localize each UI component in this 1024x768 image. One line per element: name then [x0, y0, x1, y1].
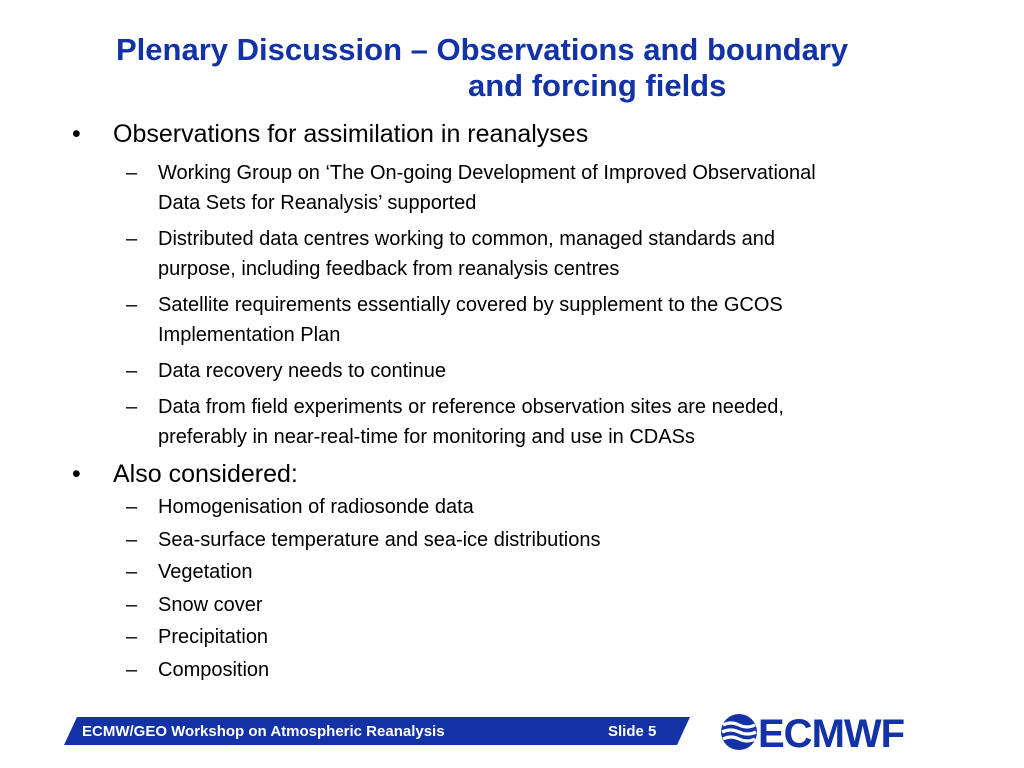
bullet-group-observations — [68, 118, 1008, 452]
sub-bullet-list — [68, 492, 1008, 685]
dash-marker: – — [126, 561, 138, 583]
sub-bullet-item — [68, 492, 1008, 523]
bullet-text: Also considered: — [113, 460, 298, 488]
sub-bullet-item — [68, 290, 1008, 350]
dash-marker: – — [126, 496, 138, 518]
dash-marker: – — [126, 162, 138, 184]
bullet-marker: • — [72, 120, 81, 148]
sub-bullet-item — [68, 622, 1008, 653]
bullet-marker: • — [72, 460, 81, 488]
slide-title-line-1: Plenary Discussion – Observations and boundary — [116, 32, 849, 67]
sub-bullet-item — [68, 655, 1008, 686]
sub-bullet-line: Precipitation — [158, 626, 269, 648]
sub-bullet-line: preferably in near-real-time for monitoring and use in CDASs — [158, 426, 695, 448]
sub-bullet-line: Working Group on ‘The On-going Development of Improved Observational — [158, 162, 816, 184]
slide-body — [68, 118, 1008, 685]
sub-bullet-line: Data recovery needs to continue — [158, 360, 446, 382]
dash-marker: – — [126, 528, 138, 551]
sub-bullet-item — [68, 525, 1008, 556]
sub-bullet-item — [68, 224, 1008, 284]
bullet-group-also-considered — [68, 458, 1008, 685]
sub-bullet-line: Snow cover — [158, 593, 263, 616]
sub-bullet-list — [68, 158, 1008, 452]
footer-title: ECMW/GEO Workshop on Atmospheric Reanalysis — [82, 723, 445, 740]
bullet-item — [68, 118, 1008, 150]
sub-bullet-line: Satellite requirements essentially covered by supplement to the GCOS — [158, 294, 783, 316]
sub-bullet-line: Distributed data centres working to common, managed standards and — [158, 228, 776, 250]
sub-bullet-line: Implementation Plan — [158, 324, 341, 346]
sub-bullet-line: Composition — [158, 658, 270, 681]
dash-marker: – — [126, 294, 138, 316]
ecmwf-logo — [718, 711, 936, 753]
dash-marker: – — [126, 396, 138, 418]
sub-bullet-item — [68, 356, 1008, 386]
sub-bullet-item — [68, 557, 1008, 588]
sub-bullet-line: Data from field experiments or reference observation sites are needed, — [158, 396, 784, 418]
dash-marker: – — [126, 360, 138, 382]
ecmwf-wave-logo-icon — [721, 714, 757, 750]
dash-marker: – — [126, 658, 138, 681]
sub-bullet-line: Data Sets for Reanalysis’ supported — [158, 192, 477, 214]
dash-marker: – — [126, 593, 138, 616]
sub-bullet-line: Vegetation — [158, 561, 253, 583]
sub-bullet-item — [68, 158, 1008, 218]
slide-title — [60, 32, 960, 104]
sub-bullet-line: purpose, including feedback from reanalysis centres — [158, 258, 620, 280]
dash-marker: – — [126, 626, 138, 648]
sub-bullet-line: Homogenisation of radiosonde data — [158, 496, 474, 518]
sub-bullet-line: Sea-surface temperature and sea-ice distributions — [158, 528, 601, 551]
ecmwf-logo-text: ECMWF — [758, 712, 905, 753]
sub-bullet-item — [68, 590, 1008, 621]
slide-title-line-2: and forcing fields — [468, 68, 727, 103]
sub-bullet-item — [68, 392, 1008, 452]
dash-marker: – — [126, 228, 138, 250]
bullet-text: Observations for assimilation in reanalyses — [113, 120, 589, 148]
slide-number: Slide 5 — [608, 723, 657, 740]
bullet-item — [68, 458, 1008, 490]
